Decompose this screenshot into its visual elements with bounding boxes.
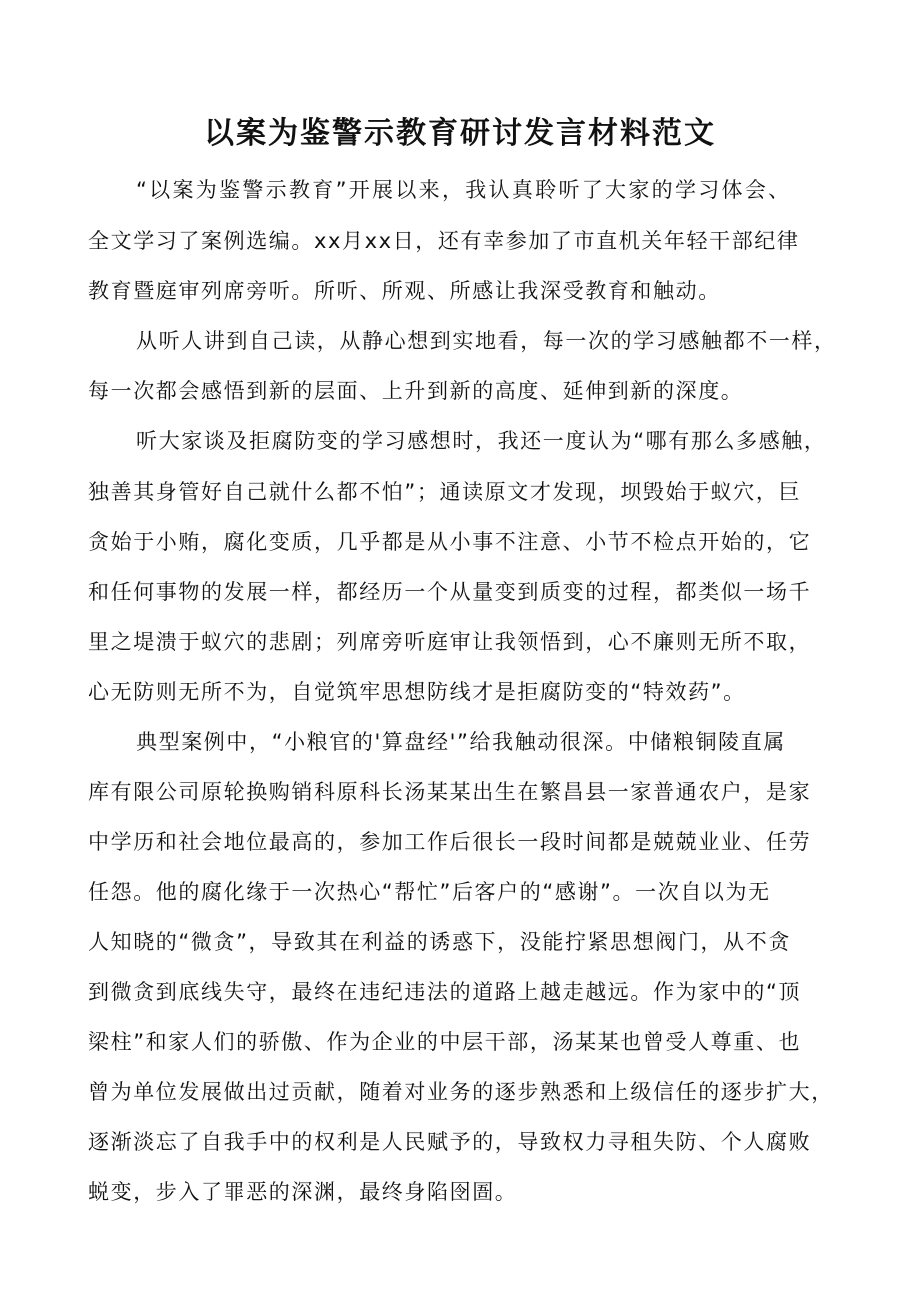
paragraph-4-line-2: 库有限公司原轮换购销科原科长汤某某出生在繁昌县一家普通农户，是家 xyxy=(88,780,812,804)
paragraph-4-line-1: 典型案例中，“小粮官的'算盘经'”给我触动很深。中储粮铜陵直属 xyxy=(136,730,786,754)
paragraph-3-line-1: 听大家谈及拒腐防变的学习感想时，我还一度认为“哪有那么多感触， xyxy=(136,429,827,453)
paragraph-4-line-9: 逐渐淡忘了自我手中的权利是人民赋予的，导致权力寻租失防、个人腐败 xyxy=(88,1130,812,1154)
paragraph-4-line-10: 蜕变，步入了罪恶的深渊，最终身陷囹圄。 xyxy=(88,1180,518,1204)
paragraph-2-line-1: 从听人讲到自己读，从静心想到实地看，每一次的学习感触都不一样， xyxy=(136,329,837,353)
paragraph-3-line-5: 里之堤溃于蚁穴的悲剧；列席旁听庭审让我领悟到，心不廉则无所不取， xyxy=(88,630,812,654)
paragraph-3-line-3: 贪始于小贿，腐化变质，几乎都是从小事不注意、小节不检点开始的，它 xyxy=(88,530,812,554)
paragraph-3-line-6: 心无防则无所不为，自觉筑牢思想防线才是拒腐防变的“特效药”。 xyxy=(88,680,746,704)
paragraph-1-line-1: “以案为鉴警示教育”开展以来，我认真聆听了大家的学习体会、 xyxy=(136,178,792,202)
paragraph-3-line-4: 和任何事物的发展一样，都经历一个从量变到质变的过程，都类似一场千 xyxy=(88,580,812,604)
paragraph-1-line-3: 教育暨庭审列席旁听。所听、所观、所感让我深受教育和触动。 xyxy=(88,279,721,303)
document-title: 以案为鉴警示教育研讨发言材料范文 xyxy=(204,116,716,151)
paragraph-2-line-2: 每一次都会感悟到新的层面、上升到新的高度、延伸到新的深度。 xyxy=(88,379,744,403)
paragraph-4-line-3: 中学历和社会地位最高的，参加工作后很长一段时间都是兢兢业业、任劳 xyxy=(88,830,812,854)
paragraph-4-line-6: 到微贪到底线失守，最终在违纪违法的道路上越走越远。作为家中的“顶 xyxy=(88,980,802,1004)
paragraph-3-line-2: 独善其身管好自己就什么都不怕”；通读原文才发现，坝毁始于蚁穴，巨 xyxy=(88,480,802,504)
paragraph-4-line-8: 曾为单位发展做出过贡献，随着对业务的逐步熟悉和上级信任的逐步扩大， xyxy=(88,1080,834,1104)
paragraph-4-line-7: 梁柱”和家人们的骄傲、作为企业的中层干部，汤某某也曾受人尊重、也 xyxy=(88,1030,802,1054)
paragraph-1-line-2: 全文学习了案例选编。xx月xx日，还有幸参加了市直机关年轻干部纪律 xyxy=(88,229,800,253)
paragraph-4-line-4: 任怨。他的腐化缘于一次热心“帮忙”后客户的“感谢”。一次自以为无 xyxy=(88,880,771,904)
paragraph-4-line-5: 人知晓的“微贪”，导致其在利益的诱惑下，没能拧紧思想阀门，从不贪 xyxy=(88,930,791,954)
